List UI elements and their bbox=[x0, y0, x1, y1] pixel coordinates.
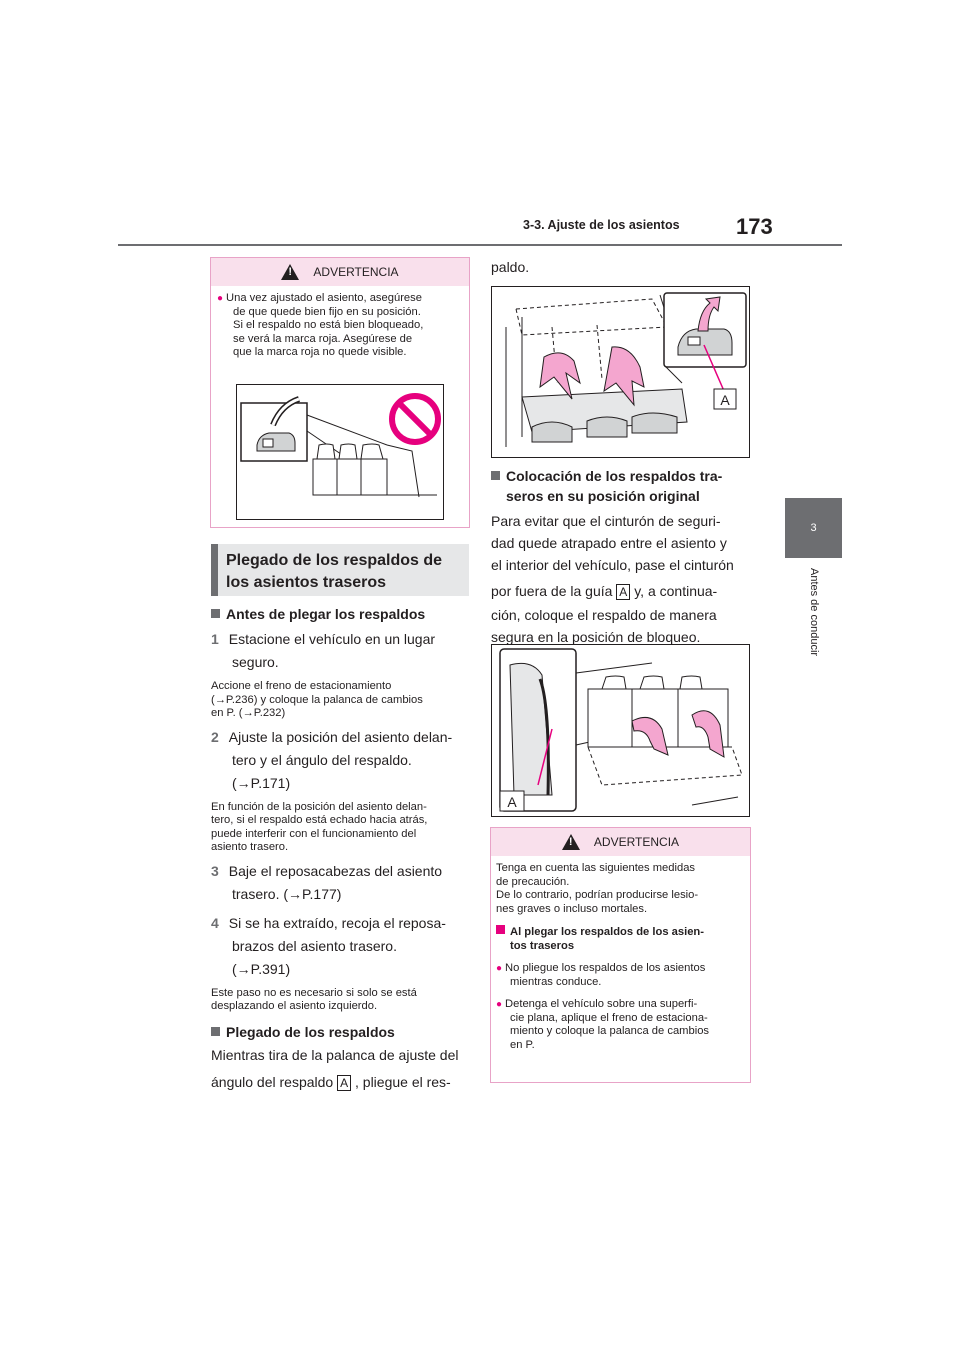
subheading-folding: Plegado de los respaldos bbox=[211, 1022, 473, 1042]
seat-lock-illustration bbox=[237, 385, 443, 519]
label-a-marker: A bbox=[616, 584, 630, 600]
header-rule bbox=[118, 244, 842, 246]
warning-icon bbox=[562, 834, 580, 850]
seat-lock-figure bbox=[236, 384, 444, 520]
step-4: 4 Si se ha extraído, recoja el reposa- brazos del asiento trasero. (→P.391) bbox=[211, 914, 446, 977]
warning-title: ADVERTENCIA bbox=[593, 835, 680, 849]
page-number: 173 bbox=[736, 214, 773, 239]
warning-title: ADVERTENCIA bbox=[313, 265, 399, 279]
warning-header bbox=[491, 828, 750, 856]
paragraph-restoring: Para evitar que el cinturón de seguri- dad quede atrapado entre el asiento y el interior del vehículo, pase el cinturón por fuera de la guía A y, a continua- ción, coloque el respaldo de manera segura en la posición de bloqueo. bbox=[491, 513, 734, 645]
chapter-tab: 3 bbox=[785, 498, 842, 558]
step-1: 1 Estacione el vehículo en un lugar seguro. bbox=[211, 631, 436, 670]
right-column bbox=[491, 466, 753, 648]
folding-figure bbox=[491, 286, 750, 458]
restoring-figure bbox=[491, 644, 750, 817]
warning-header bbox=[211, 258, 469, 286]
warning-box-1 bbox=[210, 257, 470, 528]
square-bullet bbox=[211, 1027, 220, 1036]
section-title: Plegado de los respaldos de los asientos traseros bbox=[211, 544, 469, 596]
step-2: 2 Ajuste la posición del asiento delan- tero y el ángulo del respaldo. (→P.171) bbox=[211, 728, 453, 791]
bullet-icon: ● bbox=[217, 293, 224, 304]
figure-label-a: A bbox=[720, 392, 730, 408]
warning-icon bbox=[281, 264, 299, 280]
square-bullet bbox=[496, 925, 505, 934]
paragraph-continuation: paldo. bbox=[491, 259, 530, 275]
warning-box-2 bbox=[490, 827, 751, 1083]
chapter-label: Antes de conducir bbox=[808, 568, 820, 657]
left-column bbox=[211, 604, 473, 1094]
square-bullet bbox=[211, 609, 220, 618]
step-3: 3 Baje el reposacabezas del asiento trasero. (→P.177) bbox=[211, 862, 443, 902]
subheading-before-folding: Antes de plegar los respaldos bbox=[211, 604, 473, 624]
label-a-marker: A bbox=[337, 1075, 351, 1091]
bullet-icon: ● bbox=[496, 963, 503, 974]
restoring-illustration bbox=[492, 645, 749, 816]
subheading-restoring: Colocación de los respaldos tra- seros en su posición original bbox=[491, 466, 753, 506]
paragraph-folding: Mientras tira de la palanca de ajuste del ángulo del respaldo A , pliegue el res- bbox=[211, 1046, 459, 1090]
warning-text: ● Una vez ajustado el asiento, asegúrese de que quede bien fijo en su posición. Si el respaldo no está bien bloqueado, se verá la marca roja. Asegúrese de que la marca roja no quede visible. bbox=[217, 292, 424, 358]
warning-text: Tenga en cuenta las siguientes medidas de precaución. De lo contrario, podrían producirse lesio- nes graves o incluso mortales. Al plegar los respaldos de los asien- tos traseros ● No pliegue los respaldos de los asientos mientras conduce. ● Detenga el vehículo sobre una superfi- cie plana, aplique el freno de estaciona- miento y coloque la palanca de cambios en P. bbox=[496, 862, 710, 1051]
note-2: En función de la posición del asiento delan- tero, si el respaldo está echado hacia atrás, puede interferir con el funcionamiento del asiento trasero. bbox=[211, 800, 428, 853]
square-bullet bbox=[491, 471, 500, 480]
section-header: 3-3. Ajuste de los asientos bbox=[523, 218, 680, 232]
note-3: Este paso no es necesario si solo se está desplazando el asiento izquierdo. bbox=[211, 986, 417, 1012]
note-1: Accione el freno de estacionamiento (→P.236) y coloque la palanca de cambios en P. (→P.232) bbox=[211, 680, 423, 719]
bullet-icon: ● bbox=[496, 999, 503, 1010]
figure-label-a: A bbox=[507, 794, 517, 810]
folding-illustration bbox=[492, 287, 749, 457]
